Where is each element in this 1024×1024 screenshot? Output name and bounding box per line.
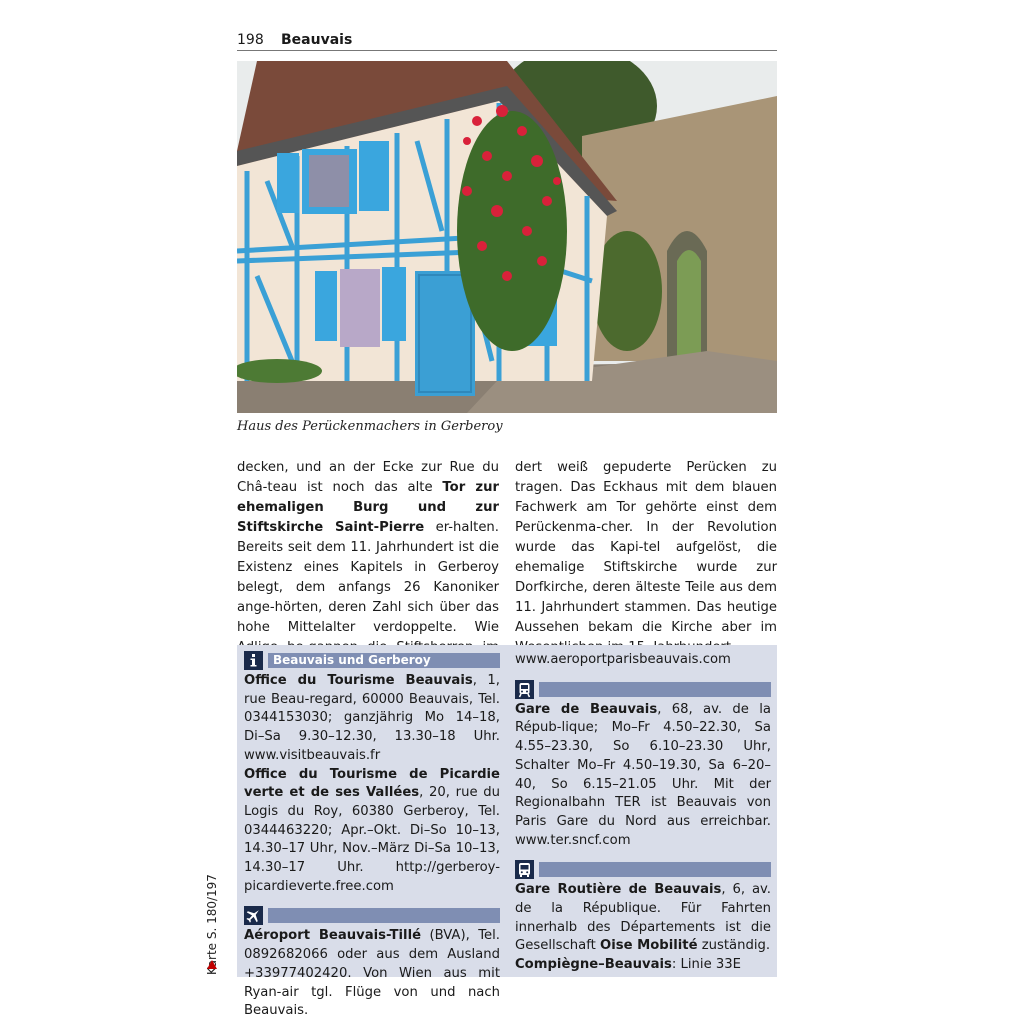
page-title: Beauvais [281,32,353,48]
airport-bar [268,908,500,923]
body-text-right: dert weiß gepuderte Perücken zu tragen. Das Eckhaus mit dem blauen Fachwerk am Tor gehörte einst dem Perückenma-cher. In der Revolution wurde das Kapi-tel aufgelöst, die ehemalige Stiftskirche wurde zur Dorfkirche, deren älteste Teile aus dem 11. Jahrhundert stammen. Das heutige Aussehen bekam die Kirche aber im [515,460,777,635]
train-info [515,701,771,851]
info-box [237,645,777,1019]
bus-icon [515,860,534,879]
red-arrow-icon [207,960,217,969]
map-reference [202,850,222,975]
airplane-icon [244,906,263,925]
page-number: 198 [237,32,264,48]
map-reference-text: Karte S. 180/197 [205,874,219,975]
airport-name: Aéroport Beauvais-Tillé [244,928,422,944]
bus-text-1: , 6, av. de la République. Für Fahrten innerhalb des Départements ist die Gesellschaft [515,882,771,954]
bus-bar [539,862,771,877]
airport-text: (BVA), Tel. 0892682066 oder aus dem Ausland +33977402420. Von Wien aus mit Ryan-air tgl. Flüge von und nach Beauvais. [244,928,500,1019]
bus-text-2: zuständig. [697,938,771,954]
bus-company: Oise Mobilité [599,938,698,954]
body-left-part1: decken, und an der Ecke zur Rue du Châ-teau ist noch das alte [237,460,499,495]
bus-section-header [515,860,771,879]
body-left-part2: er-halten. Bereits seit dem 11. Jahrhundert ist die Existenz eines Kapitels in Gerberoy belegt, dem anfangs 26 Kanoniker ange-hörten, deren Zahl sich über das hohe Mittelalter verdoppelte. Wie [237,520,499,635]
photo-caption: Haus des Perückenmachers in Gerberoy [237,419,503,434]
tourism-heading: Beauvais und Gerberoy [268,653,500,668]
train-icon [515,680,534,699]
bus-name: Gare Routière de Beauvais [515,882,722,898]
info-icon [244,651,263,670]
train-bar [539,682,771,697]
body-left-bold: Tor zur ehemaligen Burg und zur Stiftskirche Saint-Pierre [237,480,499,535]
tourism-section-header [244,651,500,670]
train-name: Gare de Beauvais [515,701,658,717]
bus-line-label: Compiègne–Beauvais [515,957,672,973]
bus-line [515,956,771,975]
office2-name: Office du Tourisme de Picardie verte et de ses Vallées [244,766,500,801]
office1-text: , 1, rue Beau-regard, 60000 Beauvais, Tel. 0344153030; ganzjährig Mo 14–18, Di–Sa 9.30–12.30, 13.30–18 Uhr. www.visitbeauvais.fr [244,673,500,763]
office2-text: , 20, rue du Logis du Roy, 60380 Gerberoy, Tel. 0344463220; Apr.–Okt. Di–So 10–13, 14.30–17 Uhr, Nov.–März Di–Sa 10–13, 14.30–17 Uhr. http://gerberoy-picardieverte.free.com [244,785,501,894]
tourism-office-picardie [244,766,500,897]
airport-info [244,927,500,1021]
page-header [237,30,777,51]
train-section-header [515,680,771,699]
bus-info [515,881,771,956]
office1-name: Office du Tourisme Beauvais [244,673,473,688]
train-text: , 68, av. de la Répub-lique; Mo–Fr 4.50–22.30, Sa 4.55–23.30, So 6.10–23.30 Uhr, Schalter Mo–Fr 4.50–19.30, Sa 6–20–40, So 6.15–21.05 Uhr. Mit der Regionalbahn TER ist Beauvais von Paris Gare du Nord aus erreichbar. www.ter.sncf.com [515,701,771,848]
tourism-office-beauvais [244,672,500,766]
bus-line-value: : Linie 33E [671,957,741,973]
info-column-right [515,651,771,975]
info-column-left [244,651,500,1021]
house-photo [237,61,777,413]
airport-url: www.aeroportparisbeauvais.com [515,652,731,667]
airport-section-header [244,906,500,925]
